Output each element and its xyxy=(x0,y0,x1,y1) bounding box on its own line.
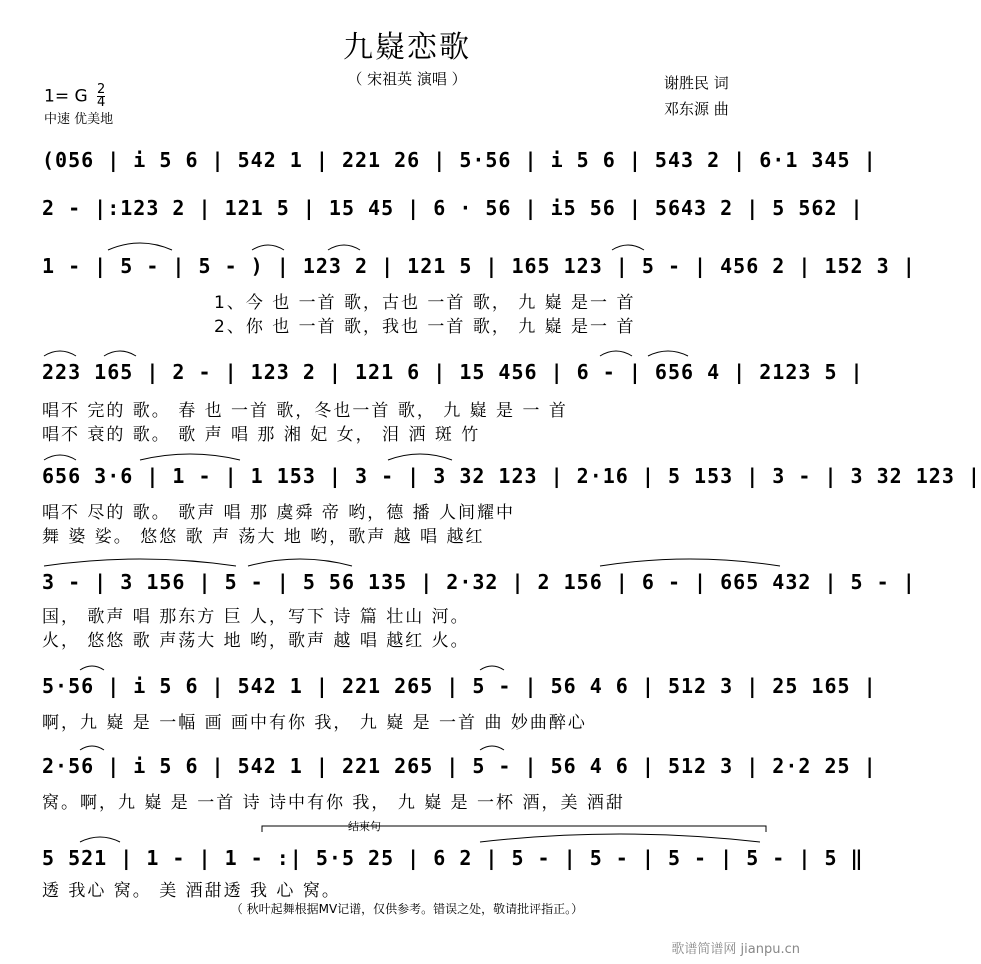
lyric-row-4-verse-2: 唱不 衰的 歌。 歌 声 唱 那 湘 妃 女， 泪 洒 斑 竹 xyxy=(42,425,481,445)
notation-row-7: 5·56 | i 5 6 | 542 1 | 221 265 | 5 - | 56 4 6 | 512 3 | 25 165 | xyxy=(42,674,877,698)
slur-row7-a xyxy=(80,666,104,670)
notation-row-8: 2·56 | i 5 6 | 542 1 | 221 265 | 5 - | 56 4 6 | 512 3 | 2·2 25 | xyxy=(42,754,877,778)
slur-row6-b xyxy=(248,559,352,566)
slur-row4-a xyxy=(44,351,76,356)
lyric-row-5-verse-2: 舞 婆 娑。 悠悠 歌 声 荡大 地 哟，歌声 越 唱 越红 xyxy=(42,527,485,547)
slur-row5-c xyxy=(388,454,452,460)
time-sig-bottom: 4 xyxy=(97,95,106,110)
lyricist: 谢胜民 词 xyxy=(664,74,729,92)
notation-row-6: 3 - | 3 156 | 5 - | 5 56 135 | 2·32 | 2 156 | 6 - | 665 432 | 5 - | xyxy=(42,570,916,594)
slur-row6-c xyxy=(600,559,780,566)
lyric-row-8: 窝。啊，九 嶷 是 一首 诗 诗中有你 我， 九 嶷 是 一杯 酒，美 酒甜 xyxy=(42,793,625,813)
slur-row7-b xyxy=(480,666,504,670)
lyric-row-7: 啊，九 嶷 是 一幅 画 画中有你 我， 九 嶷 是 一首 曲 妙曲醉心 xyxy=(42,713,587,733)
end-phrase-bracket xyxy=(262,826,766,832)
notation-row-4: 223 165 | 2 - | 123 2 | 121 6 | 15 456 | 6 - | 656 4 | 2123 5 | xyxy=(42,360,864,384)
footer-note: （ 秋叶起舞根据MV记谱，仅供参考。错误之处，敬请批评指正。） xyxy=(230,902,584,916)
performer: （ 宋祖英 演唱 ） xyxy=(347,70,467,88)
lyric-row-3-verse-2: 2、你 也 一首 歌，我也 一首 歌， 九 嶷 是一 首 xyxy=(214,317,636,337)
lyric-row-5-verse-1: 唱不 尽的 歌。 歌声 唱 那 虞舜 帝 哟，德 播 人间耀中 xyxy=(42,503,516,523)
slur-row5-a xyxy=(44,455,76,460)
tempo-marking: 中速 优美地 xyxy=(44,112,114,127)
lyric-row-4-verse-1: 唱不 完的 歌。 春 也 一首 歌，冬也一首 歌， 九 嶷 是 一 首 xyxy=(42,401,568,421)
lyric-row-9: 透 我心 窝。 美 酒甜透 我 心 窝。 xyxy=(42,881,341,901)
slur-row8-a xyxy=(80,746,104,750)
composer: 邓东源 曲 xyxy=(664,100,729,118)
slur-row9-a xyxy=(80,837,120,842)
notation-row-3: 1 - | 5 - | 5 - ) | 123 2 | 121 5 | 165 123 | 5 - | 456 2 | 152 3 | xyxy=(42,254,916,278)
slur-row3-c xyxy=(328,245,360,250)
notation-row-9: 5 521 | 1 - | 1 - :| 5·5 25 | 6 2 | 5 - | 5 - | 5 - | 5 - | 5 ‖ xyxy=(42,846,864,870)
slur-row5-b xyxy=(140,454,240,460)
notation-row-2: 2 - |:123 2 | 121 5 | 15 45 | 6 · 56 | i5 56 | 5643 2 | 5 562 | xyxy=(42,196,864,220)
key-label: 1= G xyxy=(44,86,88,107)
slur-row3-d xyxy=(612,245,644,250)
end-phrase-label: 结束句 xyxy=(348,820,381,833)
notation-row-5: 656 3·6 | 1 - | 1 153 | 3 - | 3 32 123 | 2·16 | 5 153 | 3 - | 3 32 123 | xyxy=(42,464,981,488)
slur-row3-a xyxy=(108,243,172,250)
slur-row9-b xyxy=(480,834,760,842)
watermark: 歌谱简谱网 jianpu.cn xyxy=(671,942,800,957)
slur-row3-b xyxy=(252,245,284,250)
slur-row8-b xyxy=(480,746,504,750)
time-sig-top: 2 xyxy=(97,82,106,97)
slur-row4-c xyxy=(600,351,632,356)
slur-row6-a xyxy=(44,559,236,566)
lyric-row-6-verse-1: 国， 歌声 唱 那东方 巨 人，写下 诗 篇 壮山 河。 xyxy=(42,607,470,627)
notation-row-1: (056 | i 5 6 | 542 1 | 221 26 | 5·56 | i 5 6 | 543 2 | 6·1 345 | xyxy=(42,148,877,172)
slur-row4-d xyxy=(648,351,688,356)
slur-row4-b xyxy=(104,351,136,356)
song-title: 九嶷恋歌 xyxy=(343,30,471,65)
lyric-row-6-verse-2: 火， 悠悠 歌 声荡大 地 哟，歌声 越 唱 越红 火。 xyxy=(42,631,470,651)
lyric-row-3-verse-1: 1、今 也 一首 歌，古也 一首 歌， 九 嶷 是一 首 xyxy=(214,293,636,313)
